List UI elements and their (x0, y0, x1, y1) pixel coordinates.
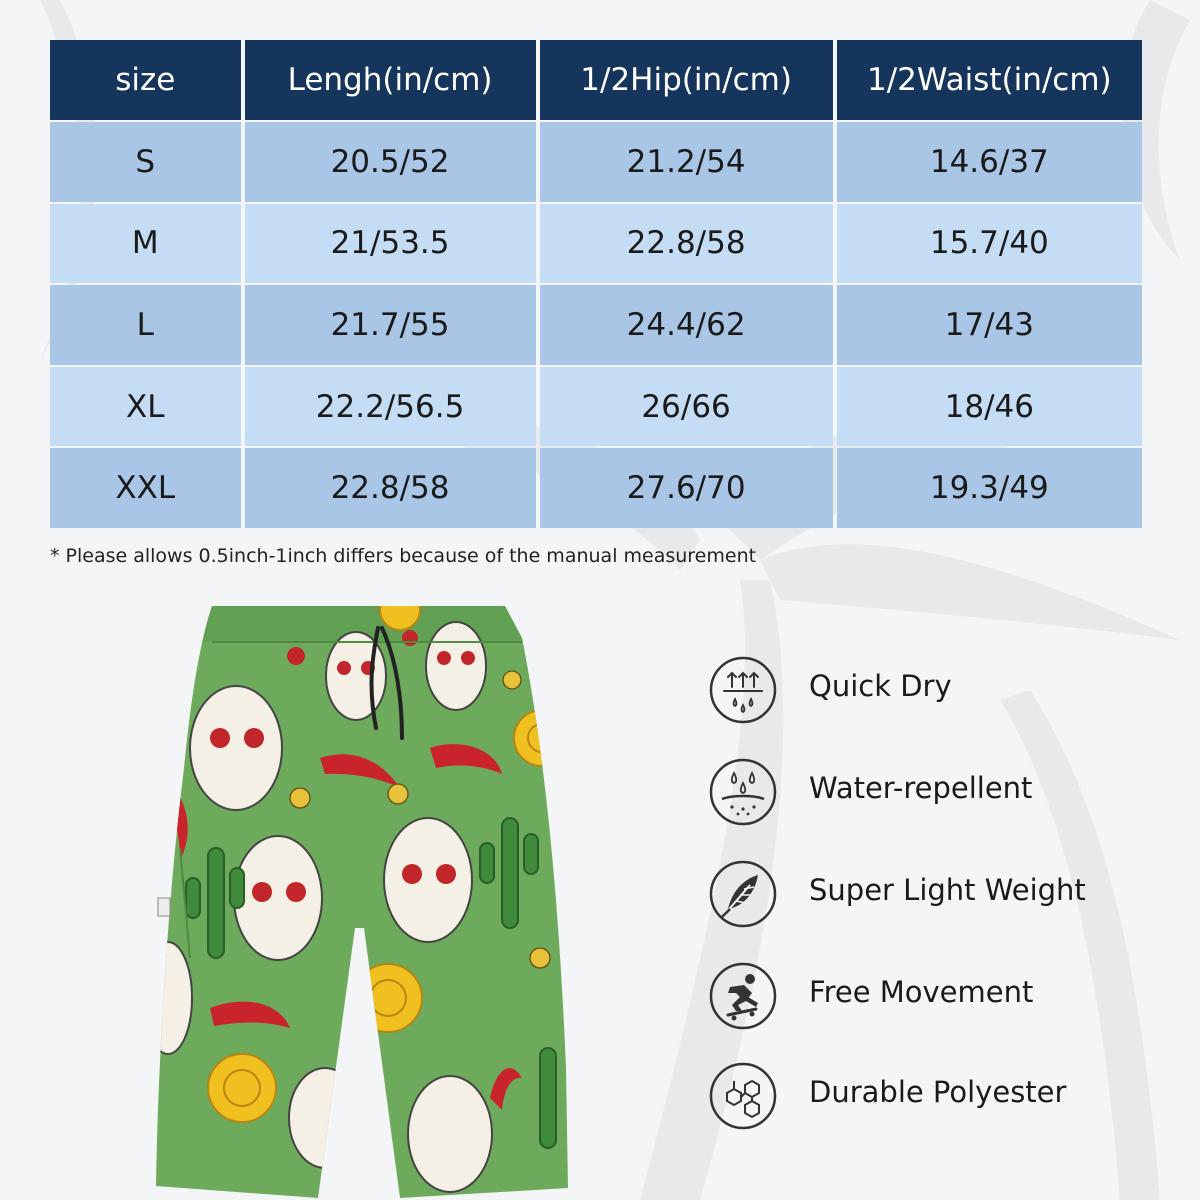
water-repellent-icon (708, 757, 778, 827)
cell-size: XL (50, 367, 241, 447)
cell-hip: 22.8/58 (540, 204, 833, 284)
skateboarder-icon (708, 961, 778, 1031)
feature-label: Water-repellent (809, 771, 1033, 805)
feature-item-super-light-weight (708, 859, 1178, 929)
feature-item-durable-polyester (708, 1061, 1178, 1131)
header-half-waist: 1/2Waist(in/cm) (837, 40, 1142, 120)
cell-hip: 27.6/70 (540, 448, 833, 528)
table-row (50, 204, 1142, 284)
table-row (50, 367, 1142, 447)
cell-size: L (50, 285, 241, 365)
cell-length: 20.5/52 (245, 122, 536, 202)
cell-waist: 17/43 (837, 285, 1142, 365)
feather-icon (708, 859, 778, 929)
cell-hip: 26/66 (540, 367, 833, 447)
cell-length: 22.2/56.5 (245, 367, 536, 447)
cell-size: XXL (50, 448, 241, 528)
table-header-row (50, 40, 1142, 120)
cell-length: 22.8/58 (245, 448, 536, 528)
cell-size: S (50, 122, 241, 202)
feature-item-water-repellent (708, 757, 1178, 827)
feature-item-free-movement (708, 961, 1178, 1031)
table-row (50, 448, 1142, 528)
feature-label: Quick Dry (809, 669, 952, 703)
board-shorts-image (150, 598, 570, 1198)
cell-waist: 18/46 (837, 367, 1142, 447)
feature-label: Free Movement (809, 975, 1034, 1009)
measurement-note: * Please allows 0.5inch-1inch differs because of the manual measurement (50, 545, 757, 567)
quick-dry-icon (708, 655, 778, 725)
cell-length: 21.7/55 (245, 285, 536, 365)
cell-waist: 15.7/40 (837, 204, 1142, 284)
cell-hip: 24.4/62 (540, 285, 833, 365)
cell-waist: 19.3/49 (837, 448, 1142, 528)
feature-item-quick-dry (708, 655, 1178, 725)
cell-waist: 14.6/37 (837, 122, 1142, 202)
feature-label: Durable Polyester (809, 1075, 1067, 1109)
header-size: size (50, 40, 241, 120)
cell-size: M (50, 204, 241, 284)
feature-label: Super Light Weight (809, 873, 1086, 907)
cell-length: 21/53.5 (245, 204, 536, 284)
table-row (50, 122, 1142, 202)
size-chart-table (46, 38, 1146, 530)
header-length: Lengh(in/cm) (245, 40, 536, 120)
molecule-icon (708, 1061, 778, 1131)
table-row (50, 285, 1142, 365)
header-half-hip: 1/2Hip(in/cm) (540, 40, 833, 120)
cell-hip: 21.2/54 (540, 122, 833, 202)
